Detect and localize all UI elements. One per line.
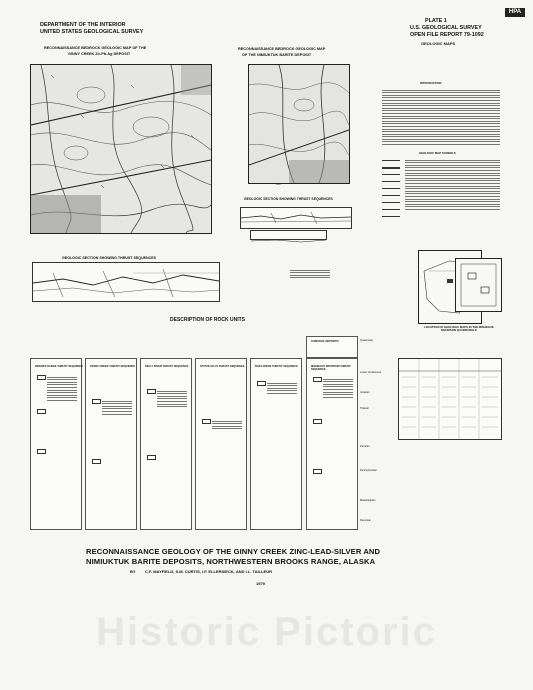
map1-title-line2: GINNY CREEK Zn-Pb-Ag DEPOSIT [68, 52, 131, 56]
section2-title: GEOLOGIC SECTION SHOWING THRUST SEQUENCES [244, 197, 333, 201]
logo-mark: HPA [505, 8, 525, 17]
map2-scale-note: ━━━ [276, 183, 281, 186]
rock-units-title: DESCRIPTION OF ROCK UNITS [170, 317, 246, 323]
symbols-heading: GEOLOGIC MAP SYMBOLS [419, 151, 456, 155]
age-label-permian: Permian [360, 445, 370, 448]
rock-column-2 [85, 358, 137, 530]
watermark: Historic Pictoric [96, 610, 437, 654]
rock-column-6 [306, 358, 358, 530]
rock-column-5 [250, 358, 302, 530]
authors-prefix: BY [130, 569, 136, 574]
rock-column-1 [30, 358, 82, 530]
nimiuktuk-geologic-map [248, 64, 350, 184]
symbol-fold-line [382, 181, 400, 182]
symbol-mine-line [382, 216, 400, 217]
symbol-anticline-line [382, 188, 400, 189]
report-number: OPEN FILE REPORT 79-1092 [410, 32, 484, 38]
index-map-caption: LOCATION OF GEOLOGIC MAPS IN THE MISHEGUK MOUNTAIN QUADRANGLE [424, 325, 494, 333]
section2-notes [290, 268, 330, 280]
symbol-fault-line [382, 167, 400, 169]
section2-profile [250, 230, 327, 240]
age-label-quaternary: Quaternary [360, 339, 373, 342]
publication-year: 1979 [256, 581, 265, 586]
section1-title: GEOLOGIC SECTION SHOWING THRUST SEQUENCES [62, 256, 157, 260]
index-map-quadrangle [455, 258, 502, 312]
rock-column-6-heading: MISHEGUK MOUNTAIN THRUST SEQUENCE [311, 365, 351, 371]
header-agency-line2: UNITED STATES GEOLOGICAL SURVEY [40, 29, 144, 35]
rock-column-4 [195, 358, 247, 530]
rock-column-1-heading: BROOKS RANGE THRUST SEQUENCE [35, 365, 83, 368]
surficial-deposits-heading: SURFICIAL DEPOSITS [311, 340, 339, 343]
intro-heading: INTRODUCTION [420, 81, 442, 85]
map1-title-line1: RECONNAISSANCE BEDROCK GEOLOGIC MAP OF THE [44, 46, 147, 50]
symbol-syncline-line [382, 195, 400, 196]
map2-title-line1: RECONNAISSANCE BEDROCK GEOLOGIC MAP [238, 47, 326, 51]
age-label-lower-cretaceous: Lower Cretaceous [360, 371, 382, 374]
age-label-mississippian: Mississippian [360, 499, 376, 502]
ginny-creek-geologic-map [30, 64, 212, 234]
header-agency-line1: DEPARTMENT OF THE INTERIOR [40, 22, 126, 28]
authors: C.F. MAYFIELD, S.M. CURTIS, I.F. ELLERSIECK, AND I.L. TAILLEUR [145, 569, 272, 574]
age-label-devonian: Devonian [360, 519, 371, 522]
main-title-line1: RECONNAISSANCE GEOLOGY OF THE GINNY CREEK ZINC-LEAD-SILVER AND [86, 547, 381, 556]
age-label-triassic: Triassic [360, 407, 369, 410]
age-label-jurassic: Jurassic [360, 391, 370, 394]
age-label-pennsylvanian: Pennsylvanian [360, 469, 377, 472]
section1-cross-section [32, 262, 220, 302]
symbol-bedding-line [382, 202, 400, 203]
header-agency: U.S. GEOLOGICAL SURVEY [410, 25, 482, 31]
intro-text [382, 88, 500, 147]
symbol-thrust-line [382, 174, 400, 175]
section2-cross-section [240, 207, 352, 229]
rock-column-3-heading: KELLY RIVER THRUST SEQUENCE [145, 365, 189, 368]
surficial-deposits-box [306, 336, 358, 358]
rock-column-4-heading: IVOTUK HILLS THRUST SEQUENCE [200, 365, 245, 368]
symbol-contact-line [382, 160, 400, 161]
plate-number: PLATE 1 [425, 18, 447, 24]
main-title-line2: NIMIUKTUK BARITE DEPOSITS, NORTHWESTERN BROOKS RANGE, ALASKA [86, 557, 376, 566]
rock-column-2-heading: PICNIC CREEK THRUST SEQUENCE [90, 365, 136, 368]
symbols-text [405, 158, 500, 211]
symbol-sample-line [382, 209, 400, 210]
rock-column-3 [140, 358, 192, 530]
header-subtitle: GEOLOGIC MAPS [421, 41, 456, 46]
rock-column-5-heading: NUKA RIDGE THRUST SEQUENCE [255, 365, 298, 368]
map2-title-line2: OF THE NIMIUKTUK BARITE DEPOSIT [242, 53, 312, 57]
sample-analyses-table [398, 358, 502, 440]
